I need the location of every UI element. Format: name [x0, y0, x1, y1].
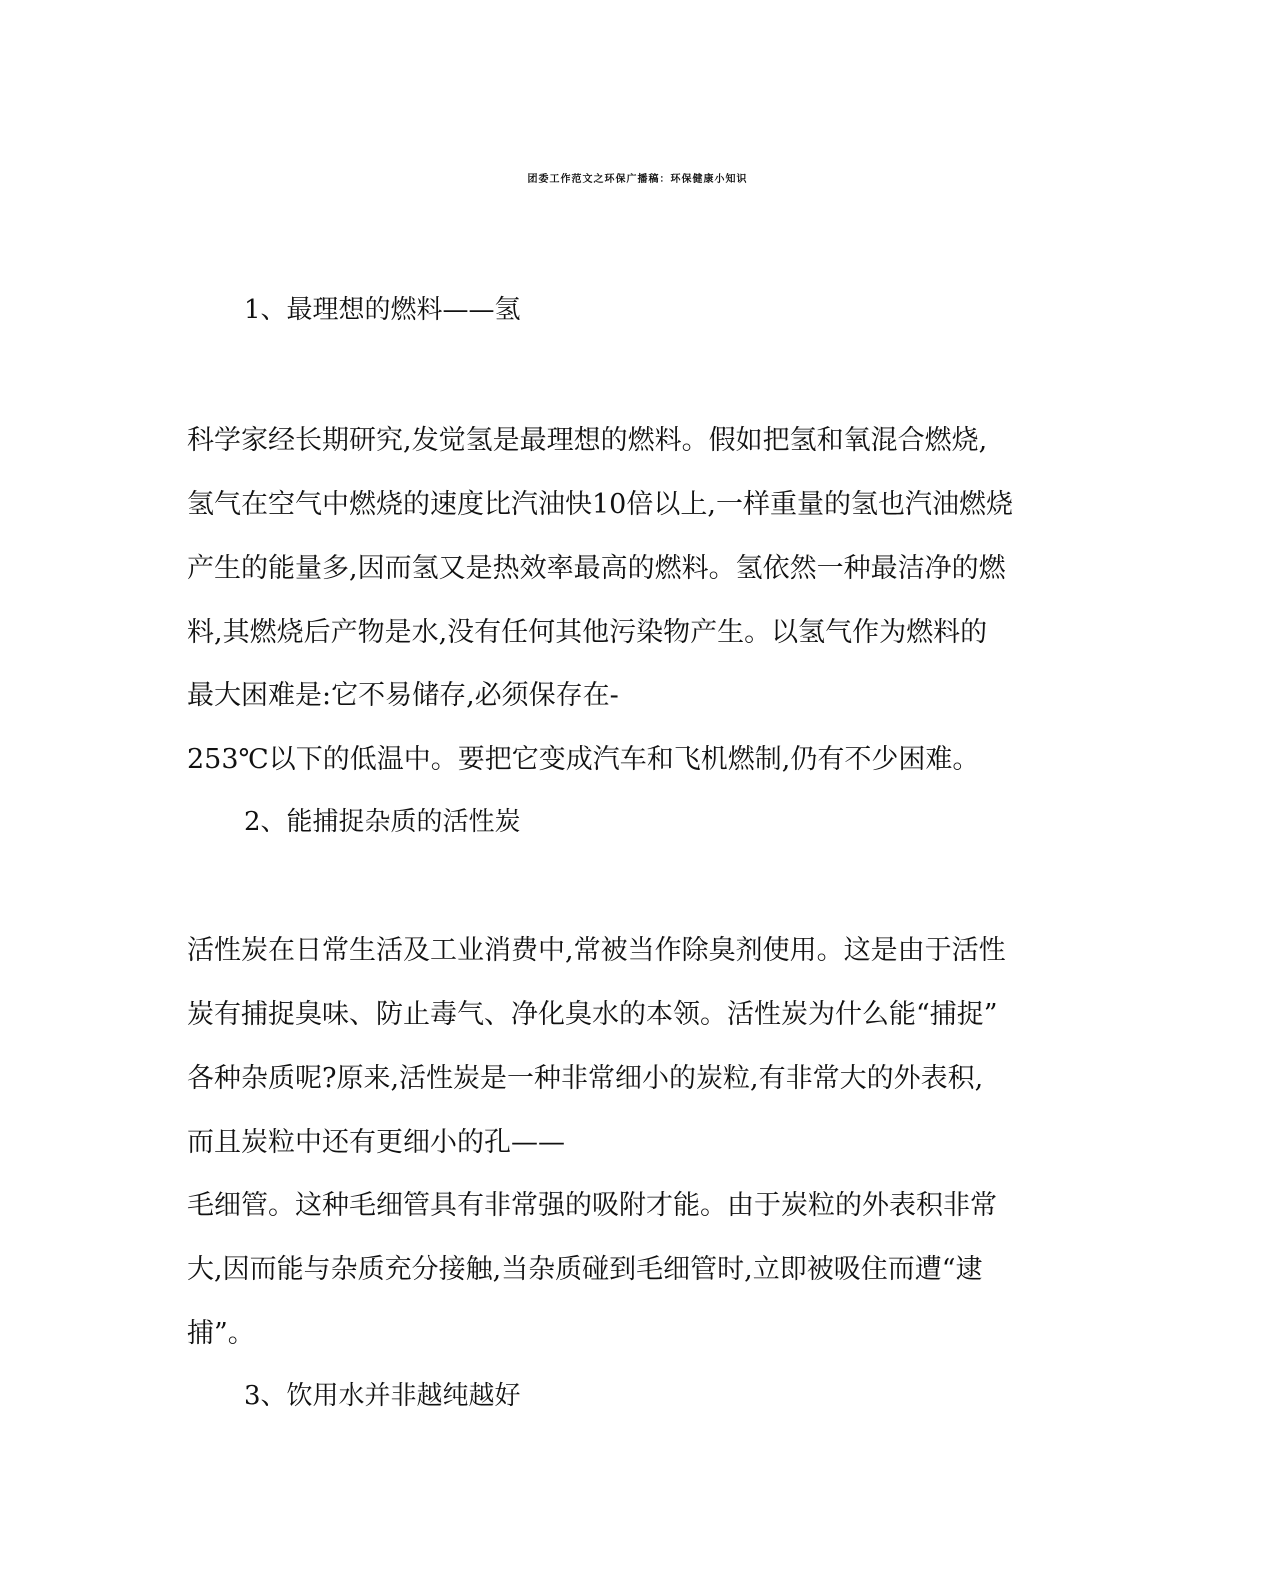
section-2-heading: 2、能捕捉杂质的活性炭	[244, 807, 521, 837]
section-3-heading: 3、饮用水并非越纯越好	[244, 1381, 521, 1411]
section-1-heading: 1、最理想的燃料——氢	[244, 295, 521, 325]
section-2-line-7: 捕”。	[187, 1318, 255, 1349]
document-title: 团委工作范文之环保广播稿：环保健康小知识	[527, 174, 748, 185]
section-2-line-2: 炭有捕捉臭味、防止毒气、净化臭水的本领。活性炭为什么能“捕捉”	[187, 999, 998, 1030]
section-2-line-4: 而且炭粒中还有更细小的孔——	[187, 1127, 565, 1158]
section-1-line-6: 253℃以下的低温中。要把它变成汽车和飞机燃制,仍有不少困难。	[187, 744, 980, 775]
section-2-line-6: 大,因而能与杂质充分接触,当杂质碰到毛细管时,立即被吸住而遭“逮	[187, 1254, 983, 1285]
section-2-line-1: 活性炭在日常生活及工业消费中,常被当作除臭剂使用。这是由于活性	[187, 935, 1006, 966]
section-1-line-2: 氢气在空气中燃烧的速度比汽油快10倍以上,一样重量的氢也汽油燃烧	[187, 489, 1013, 520]
section-1-line-1: 科学家经长期研究,发觉氢是最理想的燃料。假如把氢和氧混合燃烧,	[187, 425, 988, 456]
section-2-line-5: 毛细管。这种毛细管具有非常强的吸附才能。由于炭粒的外表积非常	[187, 1190, 997, 1221]
section-1-line-4: 料,其燃烧后产物是水,没有任何其他污染物产生。以氢气作为燃料的	[187, 617, 988, 648]
section-1-line-5: 最大困难是:它不易储存,必须保存在-	[187, 680, 619, 711]
section-2-line-3: 各种杂质呢?原来,活性炭是一种非常细小的炭粒,有非常大的外表积,	[187, 1063, 984, 1094]
section-1-line-3: 产生的能量多,因而氢又是热效率最高的燃料。氢依然一种最洁净的燃	[187, 553, 1006, 584]
